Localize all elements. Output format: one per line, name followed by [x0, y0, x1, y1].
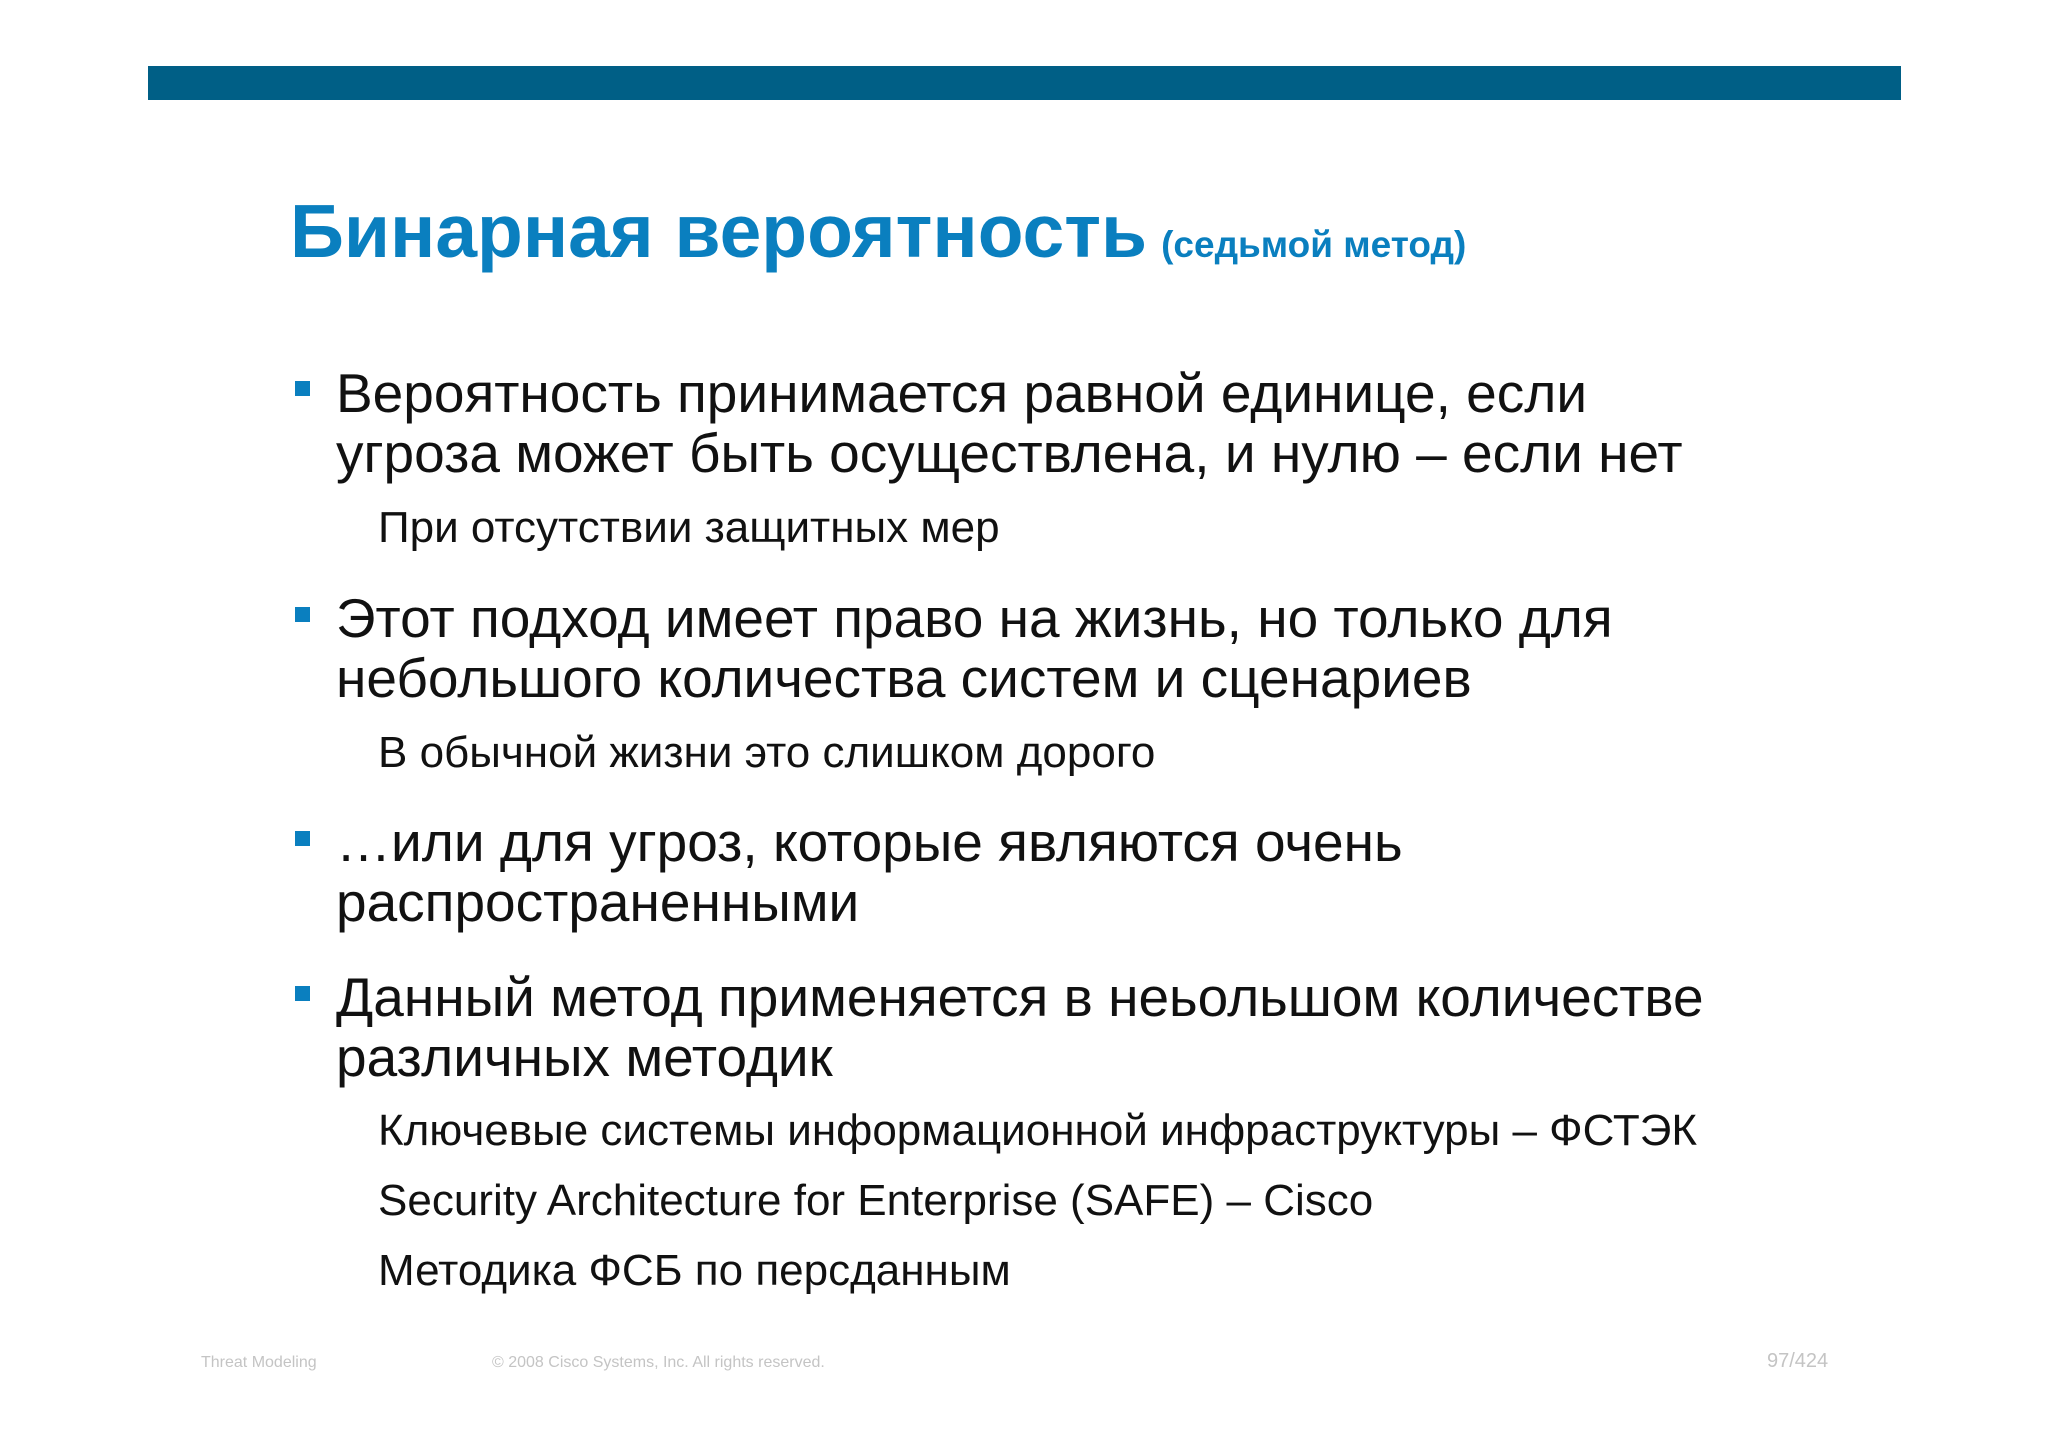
bullet-3-line-1: …или для угроз, которые являются очень	[336, 811, 1403, 873]
bullet-marker	[295, 831, 310, 846]
footer-copyright: © 2008 Cisco Systems, Inc. All rights reserved.	[492, 1354, 825, 1371]
bullet-3-line-2: распространенными	[336, 871, 860, 933]
title-note: (седьмой метод)	[1161, 224, 1467, 265]
bullet-2-line-1: Этот подход имеет право на жизнь, но только для	[336, 587, 1613, 649]
bullet-3	[336, 812, 1403, 932]
title-main: Бинарная вероятность	[290, 189, 1148, 273]
bullet-1	[336, 363, 1683, 483]
bullet-marker	[295, 381, 310, 396]
header-bar	[148, 66, 1901, 100]
footer-deck-title: Threat Modeling	[201, 1354, 317, 1371]
bullet-2-subitem-1: В обычной жизни это слишком дорого	[378, 728, 1156, 777]
bullet-1-line-2: угроза может быть осуществлена, и нулю – если нет	[336, 422, 1683, 484]
bullet-4-line-2: различных методик	[336, 1026, 833, 1088]
bullet-4-subitem-1: Ключевые системы информационной инфраструктуры – ФСТЭК	[378, 1106, 1698, 1155]
bullet-4-subitem-3: Методика ФСБ по персданным	[378, 1246, 1011, 1295]
bullet-4-subitem-2: Security Architecture for Enterprise (SAFE) – Cisco	[378, 1176, 1374, 1225]
bullet-1-subitem-1: При отсутствии защитных мер	[378, 503, 1000, 552]
page-number: 97/424	[1767, 1350, 1829, 1372]
bullet-2	[336, 588, 1613, 708]
bullet-4-line-1: Данный метод применяется в неьольшом количестве	[336, 966, 1704, 1028]
bullet-2-line-2: небольшого количества систем и сценариев	[336, 647, 1472, 709]
bullet-marker	[295, 986, 310, 1001]
bullet-1-line-1: Вероятность принимается равной единице, если	[336, 362, 1588, 424]
slide-title	[290, 188, 1466, 274]
bullet-4	[336, 967, 1704, 1087]
bullet-marker	[295, 607, 310, 622]
